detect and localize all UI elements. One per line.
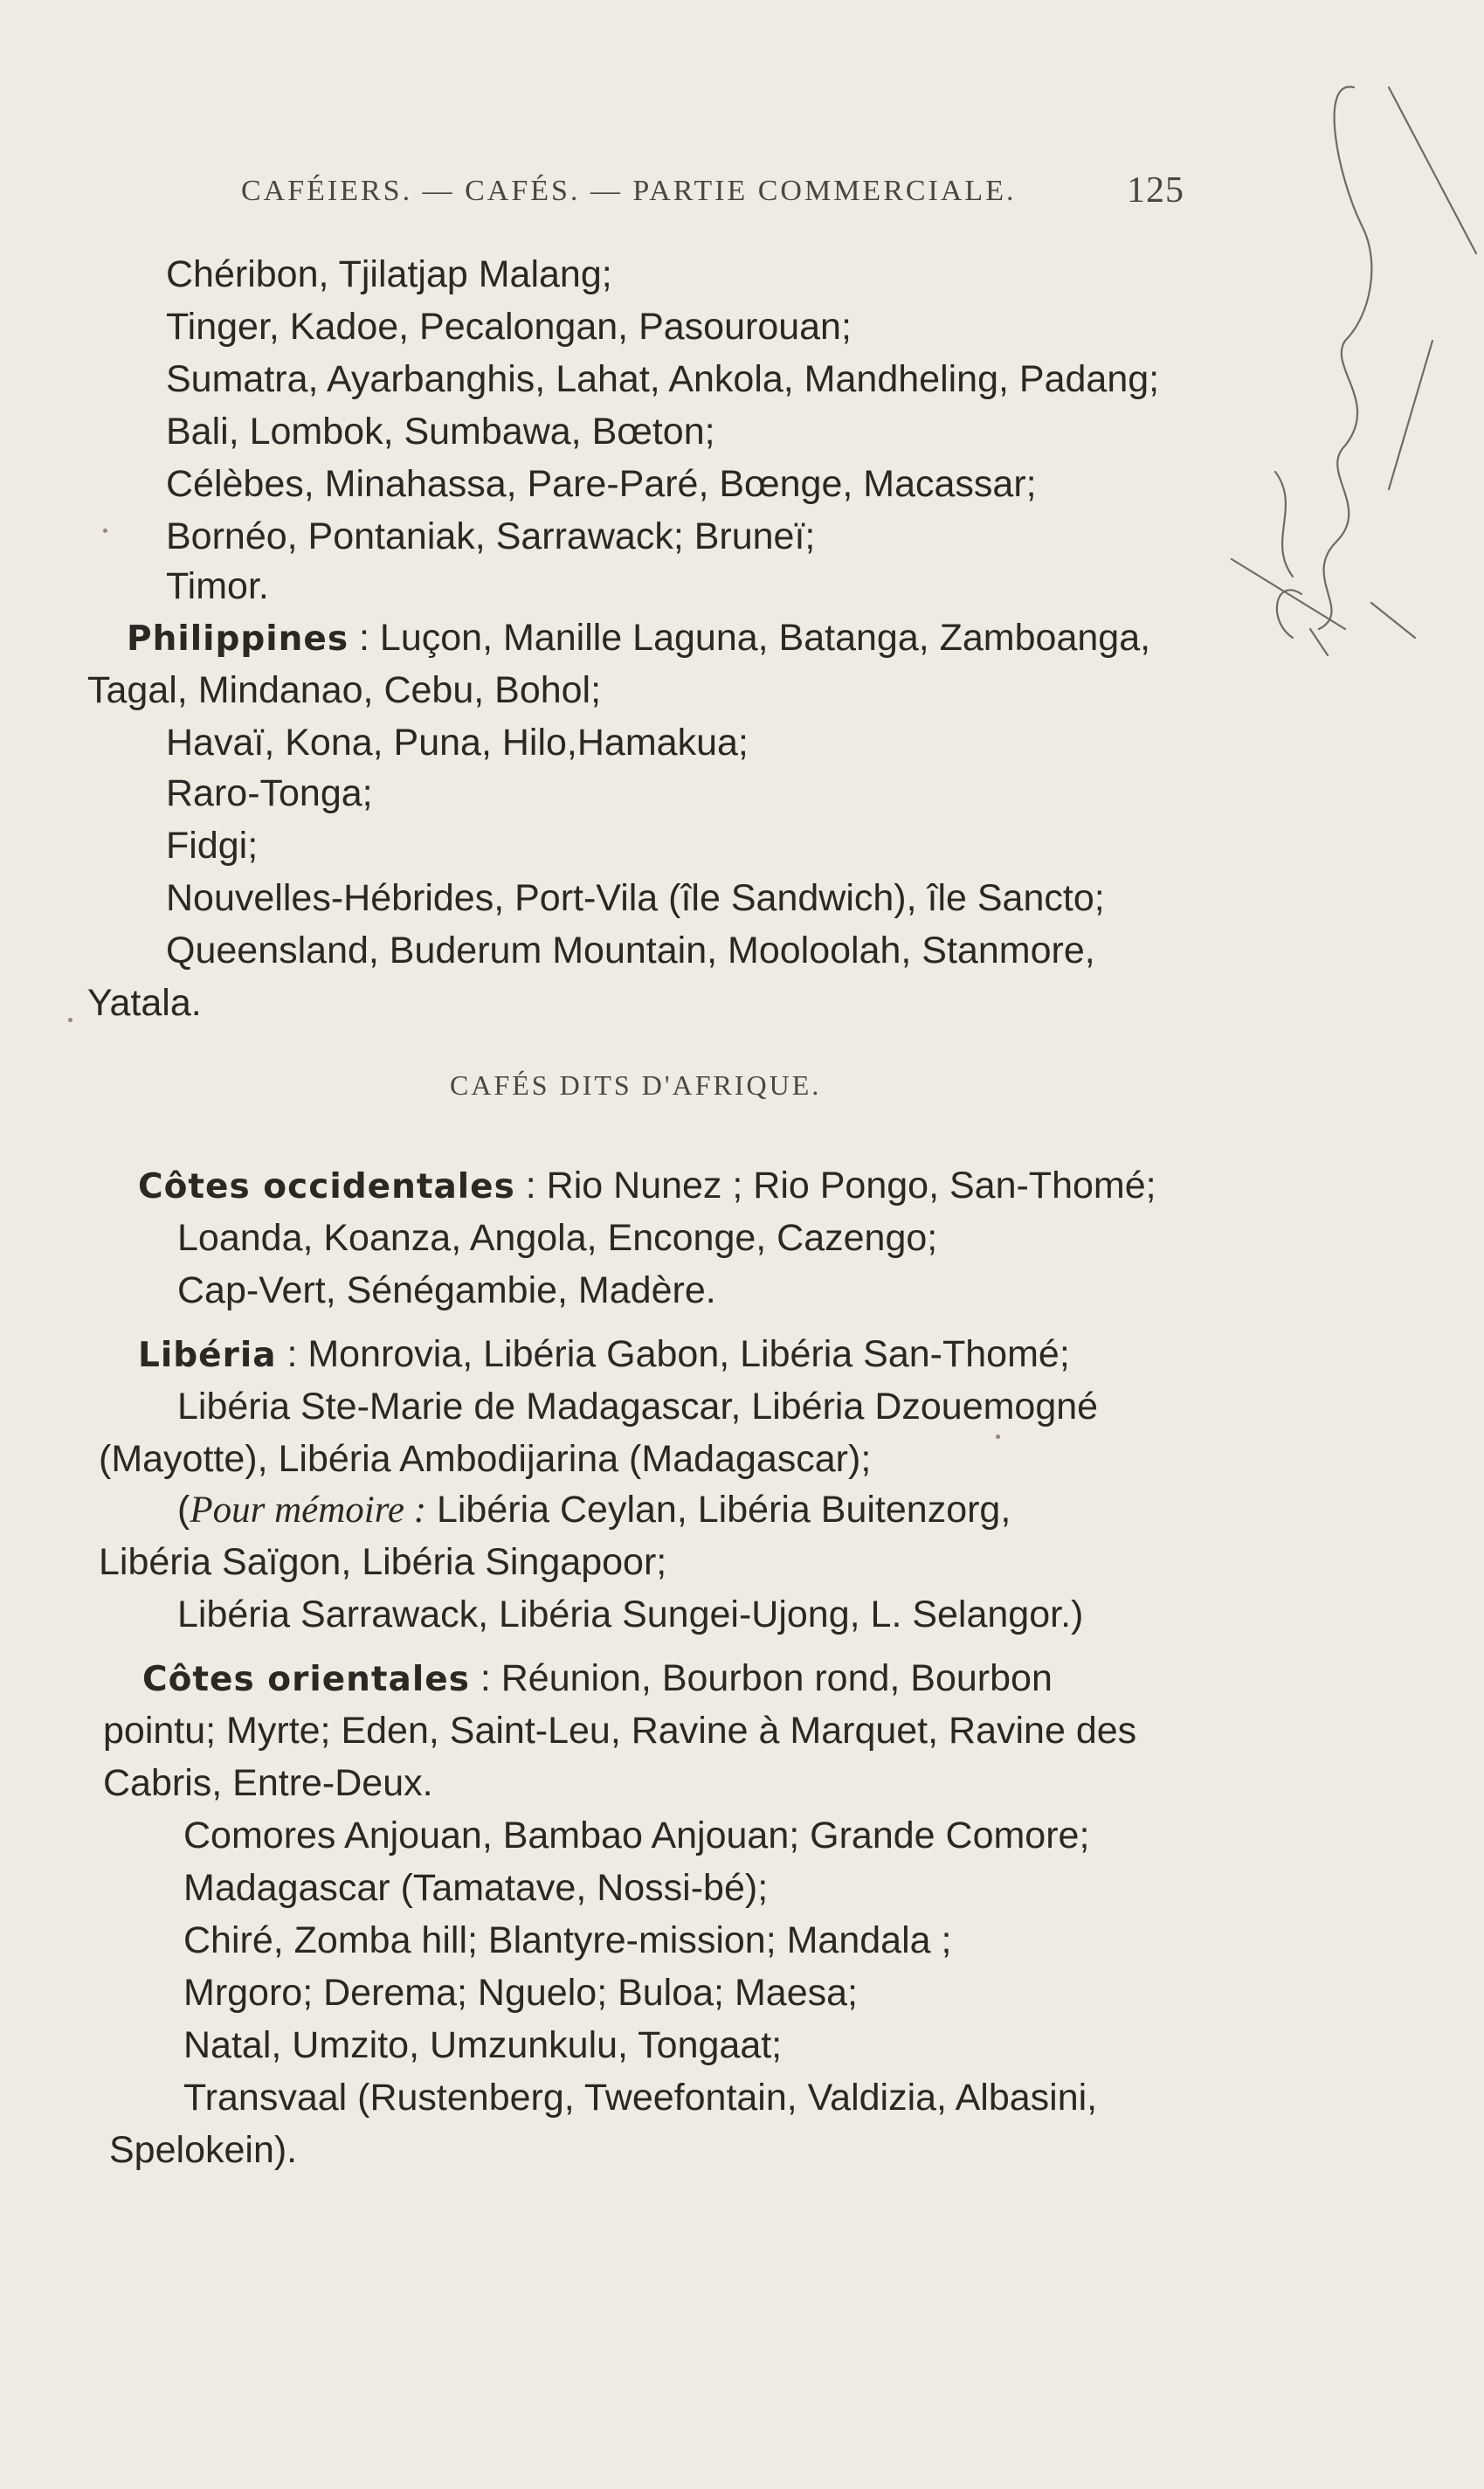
running-head-title: CAFÉIERS. — CAFÉS. — PARTIE COMMERCIALE. <box>241 175 1017 207</box>
text-line: Comores Anjouan, Bambao Anjouan; Grande Comore; <box>183 1815 1090 1856</box>
running-head <box>241 170 1184 218</box>
text-line-philippines <box>127 613 1150 664</box>
text-line: Madagascar (Tamatave, Nossi-bé); <box>183 1867 769 1909</box>
text-line: Timor. <box>166 565 269 607</box>
section-title: CAFÉS DITS D'AFRIQUE. <box>450 1069 822 1101</box>
entry-heading: Philippines <box>127 619 349 659</box>
entry-text: : Rio Nunez ; Rio Pongo, San-Thomé; <box>514 1165 1156 1206</box>
text-line: Yatala. <box>87 982 202 1024</box>
text-line: Libéria Ste-Marie de Madagascar, Libéria Dzouemogné <box>177 1386 1099 1428</box>
entry-text: : Luçon, Manille Laguna, Batanga, Zamboanga, <box>349 617 1151 659</box>
text-line: Tinger, Kadoe, Pecalongan, Pasourouan; <box>166 306 852 348</box>
text-line: Bali, Lombok, Sumbawa, Bœton; <box>166 411 715 453</box>
text-line: Bornéo, Pontaniak, Sarrawack; Bruneï; <box>166 515 816 557</box>
paren-open: ( <box>177 1489 190 1531</box>
entry-text: : Réunion, Bourbon rond, Bourbon <box>469 1657 1053 1699</box>
text-line: Fidgi; <box>166 825 259 867</box>
entry-heading: Côtes orientales <box>142 1660 470 1699</box>
text-line: Havaï, Kona, Puna, Hilo,Hamakua; <box>166 722 749 764</box>
text-line: Loanda, Koanza, Angola, Enconge, Cazengo; <box>177 1217 938 1259</box>
paper-speck <box>68 1018 72 1022</box>
text-line: Raro-Tonga; <box>166 772 373 814</box>
text-line: Libéria Saïgon, Libéria Singapoor; <box>99 1541 667 1583</box>
pencil-scribble-mark <box>1170 52 1484 681</box>
text-line: Libéria Sarrawack, Libéria Sungei-Ujong, L. Selangor.) <box>177 1594 1084 1635</box>
text-line: Natal, Umzito, Umzunkulu, Tongaat; <box>183 2024 783 2066</box>
text-line-cotes-occidentales <box>138 1161 1156 1212</box>
paper-speck <box>103 529 107 533</box>
text-line: Spelokein). <box>109 2129 298 2171</box>
text-line: Mrgoro; Derema; Nguelo; Buloa; Maesa; <box>183 1972 858 2014</box>
paper-speck <box>996 1435 1000 1439</box>
entry-text: : Monrovia, Libéria Gabon, Libéria San-Thomé; <box>276 1333 1070 1375</box>
text-line: Chéribon, Tjilatjap Malang; <box>166 253 612 295</box>
text-line: Tagal, Mindanao, Cebu, Bohol; <box>87 669 602 711</box>
text-line: Queensland, Buderum Mountain, Mooloolah, Stanmore, <box>166 930 1095 971</box>
text-line: Célèbes, Minahassa, Pare-Paré, Bœnge, Macassar; <box>166 463 1037 505</box>
text-line: Cabris, Entre-Deux. <box>103 1762 433 1804</box>
text-line: Nouvelles-Hébrides, Port-Vila (île Sandwich), île Sancto; <box>166 877 1105 919</box>
text-line: Cap-Vert, Sénégambie, Madère. <box>177 1269 716 1311</box>
italic-phrase: Pour mémoire : <box>190 1490 427 1531</box>
text-line: pointu; Myrte; Eden, Saint-Leu, Ravine à Marquet, Ravine des <box>103 1710 1137 1752</box>
text-line-cotes-orientales <box>142 1654 1053 1704</box>
entry-heading: Libéria <box>138 1336 277 1375</box>
text-line: Chiré, Zomba hill; Blantyre-mission; Mandala ; <box>183 1919 952 1961</box>
text-line: Sumatra, Ayarbanghis, Lahat, Ankola, Mandheling, Padang; <box>166 358 1160 400</box>
text-line-pour-memoire <box>177 1485 1011 1535</box>
text-line: Transvaal (Rustenberg, Tweefontain, Valdizia, Albasini, <box>183 2077 1098 2119</box>
text-line-liberia <box>138 1330 1070 1380</box>
entry-text: Libéria Ceylan, Libéria Buitenzorg, <box>426 1489 1011 1531</box>
entry-heading: Côtes occidentales <box>138 1167 515 1206</box>
text-line: (Mayotte), Libéria Ambodijarina (Madagascar); <box>99 1438 872 1480</box>
page-number: 125 <box>1127 170 1184 211</box>
